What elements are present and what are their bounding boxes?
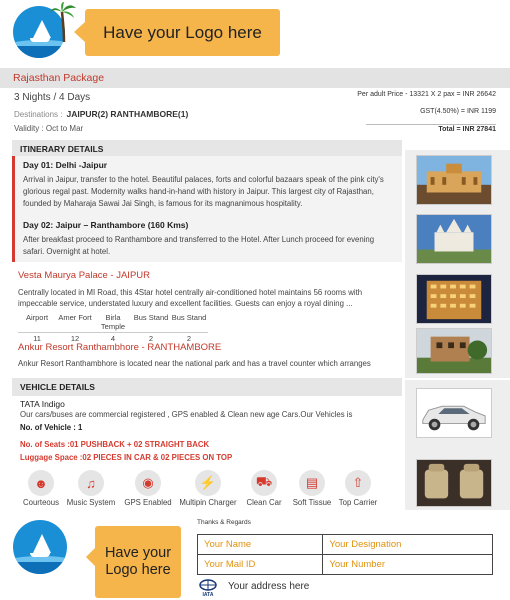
amenity-label: Clean Car [246,498,282,507]
day-title: Day 02: Jaipur – Ranthambore (160 Kms) [23,220,189,230]
hotel-1-description: Centrally located in MI Road, this 4Star hotel centrally air-conditioned hotel maintains 56 rooms with impeccable service, understated luxury and excellent facilities. Guests can enjoy a royal dining ... [18,288,363,308]
jaipur-palace-photo [416,155,492,205]
hotel-2-name[interactable]: Ankur Resort Ranthambhore - RANTHAMBORE [18,342,222,353]
distance-header: Airport [25,313,49,322]
amenity-label: Multipin Charger [179,498,237,507]
charger-icon: ⚡ [195,470,221,496]
your-name-field[interactable]: Your Name [198,535,323,555]
tissue-icon: ▤ [299,470,325,496]
person-icon: ☻ [28,470,54,496]
your-designation-field[interactable]: Your Designation [323,535,493,555]
logo-placeholder-badge: Have your Logo here [85,9,280,56]
amenity-music-system [61,470,121,507]
header [0,0,510,64]
price-line: Per adult Price - 13321 X 2 pax = INR 26642 [357,91,496,98]
vehicle-description: Our cars/buses are commercial registered , GPS enabled & Clean new age Cars.Our Vehicles is [20,410,353,419]
itinerary-heading: ITINERARY DETAILS [20,144,104,154]
vehicle-count: No. of Vehicle : 1 [20,423,83,432]
amenity-label: Music System [66,498,116,507]
distance-headers [18,312,208,333]
hotel-2-description: Ankur Resort Ranthambhore is located near the national park and has a travel counter which arranges [18,359,371,368]
distance-value: 4 [110,334,116,343]
svg-text:IATA: IATA [202,592,214,597]
regards-text: Thanks & Regards [197,519,251,526]
package-validity: Validity : Oct to Mar [14,124,84,133]
day-title: Day 01: Delhi -Jaipur [23,160,108,170]
car-icon: ⛟ [251,470,277,496]
music-icon: ♫ [78,470,104,496]
distance-header: Bus Stand [133,313,169,322]
vehicle-name: TATA Indigo [20,399,65,409]
carrier-icon: ⇧ [345,470,371,496]
day-text: After breakfast proceed to Ranthambore and transferred to the Hotel. After Lunch proceed for evening safari. Overnight at hotel. [23,235,375,256]
amenity-gps-enabled [118,470,178,507]
package-summary [0,88,510,138]
distance-header: Bus Stand [171,313,207,322]
amenity-label: Top Carrier [338,498,378,507]
hotel-1-name[interactable]: Vesta Maurya Palace - JAIPUR [18,270,150,281]
vehicle-seats: No. of Seats :01 PUSHBACK + 02 STRAIGHT BACK [20,440,210,449]
footer-logo-placeholder: Have your Logo here [95,526,181,598]
footer [0,512,510,600]
distance-value: 2 [186,334,192,343]
itinerary-day-2 [12,216,402,262]
boat-logo-icon [13,520,67,574]
package-title-bar [0,68,510,88]
distance-header: Amer Fort [58,313,92,322]
distance-header: Birla Temple [100,313,126,331]
distance-table [18,312,208,344]
amenity-multipin-charger [178,470,238,507]
vehicle-heading: VEHICLE DETAILS [20,382,95,392]
palm-tree-icon [50,2,76,42]
car-interior-photo [416,459,492,507]
your-mail-field[interactable]: Your Mail ID [198,555,323,575]
package-duration: 3 Nights / 4 Days [14,92,91,103]
iata-logo-icon [197,579,219,597]
vehicle-luggage: Luggage Space :02 PIECES IN CAR & 02 PIECES ON TOP [20,453,233,462]
total-line: Total = INR 27841 [366,124,496,133]
distance-value: 2 [148,334,154,343]
gst-line: GST(4.50%) = INR 1199 [420,108,496,115]
package-destinations [14,109,188,119]
day-text: Arrival in Jaipur, transfer to the hotel. Beautiful palaces, forts and colorful bazaars speak of the pink city's glorious regal past. Modernity walks hand-in-hand with history in Jaipur. This largest city of Rajasthan, founded by Maharaja Sawai Jai Singh, is famous for its magnanimous hospitality. [23,175,384,208]
vehicle-heading-bar [12,378,402,396]
amenity-label: Courteous [23,498,59,507]
package-title: Rajasthan Package [13,72,105,84]
distance-value: 11 [33,334,41,343]
car-photo [416,388,492,438]
hotel-night-photo [416,274,492,324]
resort-photo [416,328,492,374]
temple-photo [416,214,492,264]
destinations-label: Destinations : [14,110,63,119]
destinations-value: JAIPUR(2) RANTHAMBORE(1) [66,109,189,119]
address-text: Your address here [228,581,310,592]
amenity-label: GPS Enabled [124,498,172,507]
amenity-top-carrier [328,470,388,507]
amenity-label: Soft Tissue [292,498,332,507]
gps-icon: ◉ [135,470,161,496]
your-number-field[interactable]: Your Number [323,555,493,575]
signature-table [197,534,493,575]
itinerary-day-1 [12,156,402,216]
distance-value: 12 [70,334,80,343]
